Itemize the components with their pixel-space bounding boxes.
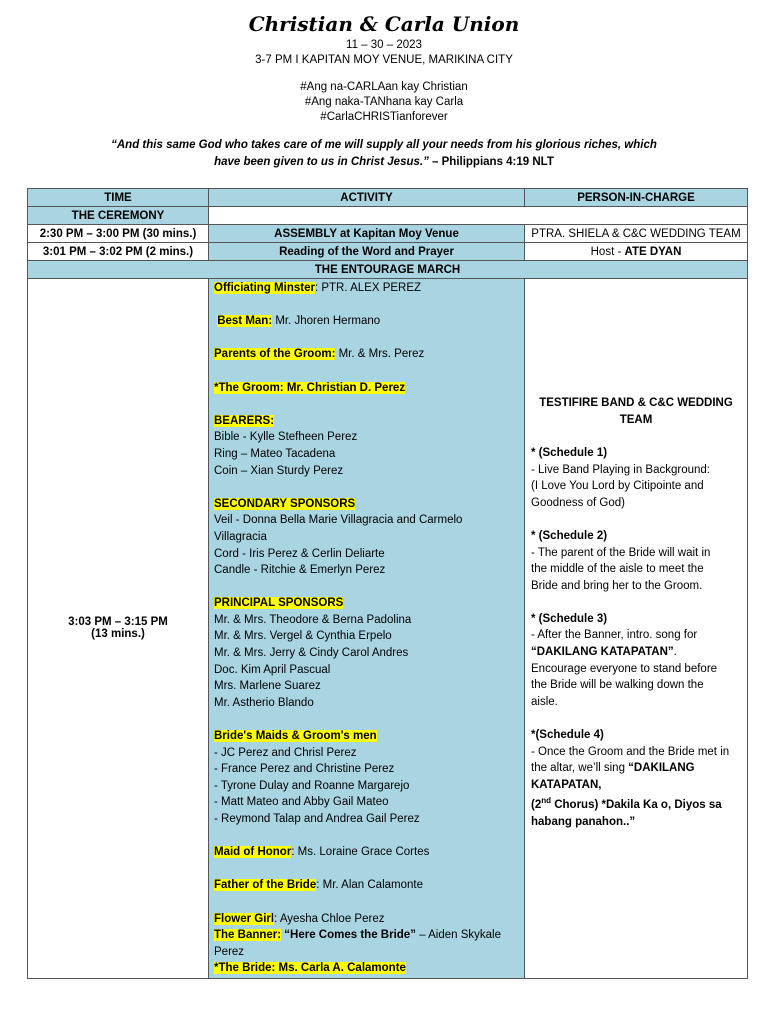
table-row: [28, 225, 748, 243]
page-title: Christian & Carla Union: [248, 12, 520, 36]
person-in-charge-notes: TESTIFIRE BAND & C&C WEDDING TEAM * (Schedule 1) - Live Band Playing in Background: (I Love You Lord by Citipointe and Goodness of God) * (Schedule 2) - The parent of the Bride will wait in the middle of the aisle to meet the Bride and bring her to the Groom. * (Schedule 3) - After the Banner, intro. song for “DAKILANG KATAPATAN”. Encourage everyone to stand before the Bride will be walking down the aisle. *(Schedule 4) - Once the Groom and the Bride met in the altar, we’ll sing “DAKILANG KATAPATAN, (2nd Chorus) *Dakila Ka o, Diyos sa habang panahon..”: [525, 279, 748, 979]
col-header-time: TIME: [28, 189, 209, 207]
event-venue: 3-7 PM I KAPITAN MOY VENUE, MARIKINA CITY: [255, 54, 513, 66]
col-header-activity: ACTIVITY: [209, 189, 525, 207]
activity-cell: ASSEMBLY at Kapitan Moy Venue: [209, 225, 525, 243]
hashtag: #CarlaCHRISTianforever: [320, 111, 448, 123]
event-date: 11 – 30 – 2023: [346, 39, 422, 51]
ceremony-label: THE CEREMONY: [28, 207, 209, 225]
program-table: [27, 188, 748, 979]
hashtag: #Ang naka-TANhana kay Carla: [304, 96, 464, 108]
entourage-list: Officiating Minster: PTR. ALEX PEREZ Best Man: Mr. Jhoren Hermano Parents of the Groom: Mr. & Mrs. Perez *The Groom: Mr. Christian D. Perez BEARERS: Bible - Kylle Stefheen Perez Ring – Mateo Tacadena Coin – Xian Sturdy Perez SECONDARY SPONSORS Veil - Donna Bella Marie Villagracia and Carmelo Villagracia Cord - Iris Perez & Cerlin Deliarte Candle - Ritchie & Emerlyn Perez PRINCIPAL SPONSORS Mr. & Mrs. Theodore & Berna Padolina Mr. & Mrs. Vergel & Cynthia Erpelo Mr. & Mrs. Jerry & Cindy Carol Andres Doc. Kim April Pascual Mrs. Marlene Suarez Mr. Astherio Blando Bride's Maids & Groom's men - JC Perez and Chrisl Perez - France Perez and Christine Perez - Tyrone Dulay and Roanne Margarejo - Matt Mateo and Abby Gail Mateo - Reymond Talap and Andrea Gail Perez Maid of Honor: Ms. Loraine Grace Cortes Father of the Bride: Mr. Alan Calamonte Flower Girl: Ayesha Chloe Perez The Banner: “Here Comes the Bride” – Aiden Skykale Perez *The Bride: Ms. Carla A. Calamonte: [209, 279, 525, 979]
time-cell: 3:01 PM – 3:02 PM (2 mins.): [28, 243, 209, 261]
entourage-time: 3:03 PM – 3:15 PM (13 mins.): [28, 279, 209, 979]
entourage-row: [28, 279, 748, 979]
time-cell: 2:30 PM – 3:00 PM (30 mins.): [28, 225, 209, 243]
person-cell: PTRA. SHIELA & C&C WEDDING TEAM: [525, 225, 748, 243]
table-row: [28, 243, 748, 261]
col-header-person: PERSON-IN-CHARGE: [525, 189, 748, 207]
document-header: [0, 10, 768, 171]
activity-cell: Reading of the Word and Prayer: [209, 243, 525, 261]
entourage-title: THE ENTOURAGE MARCH: [28, 261, 748, 279]
bible-quote: “And this same God who takes care of me will supply all your needs from his glorious riches, which have been given to us in Christ Jesus.” – Philippians 4:19 NLT: [111, 139, 657, 168]
person-cell: Host - ATE DYAN: [525, 243, 748, 261]
hashtag: #Ang na-CARLAan kay Christian: [300, 81, 468, 93]
quote-reference: – Philippians 4:19 NLT: [428, 156, 554, 168]
